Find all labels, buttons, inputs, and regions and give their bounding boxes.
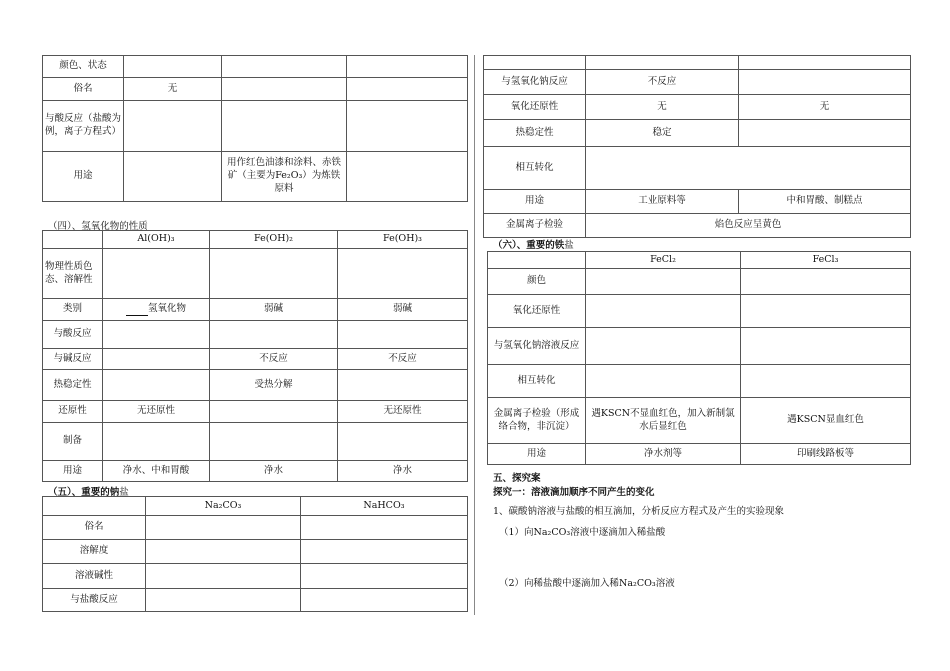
row-label: 用途 <box>43 461 103 482</box>
cell: 无还原性 <box>103 401 210 423</box>
row-label: 氧化还原性 <box>488 295 586 328</box>
header-cell: FeCl₂ <box>586 252 741 269</box>
row-label: 与氢氧化钠溶液反应 <box>488 328 586 365</box>
row-label: 用途 <box>484 190 586 214</box>
cell <box>338 370 468 401</box>
row-label: 溶液碱性 <box>43 564 146 589</box>
header-cell <box>488 252 586 269</box>
exploration-sub-2: （2）向稀盐酸中逐滴加入稀Na₂CO₃溶液 <box>499 578 675 589</box>
cell <box>124 152 222 202</box>
cell <box>338 249 468 299</box>
iron-salt-table <box>487 251 911 465</box>
category-text: 氢氧化物 <box>147 303 186 315</box>
cell <box>210 423 338 461</box>
cell <box>347 152 468 202</box>
cell <box>586 365 741 398</box>
row-label: 颜色、状态 <box>43 56 124 78</box>
cell <box>103 321 210 349</box>
cell: 弱碱 <box>210 299 338 321</box>
cell: 无 <box>586 95 739 120</box>
row-label: 与酸反应 <box>43 321 103 349</box>
cell: 无 <box>124 78 222 101</box>
hydroxide-table <box>42 230 468 482</box>
column-divider <box>474 55 475 615</box>
header-cell: Fe(OH)₃ <box>338 231 468 249</box>
row-label: 制备 <box>43 423 103 461</box>
header-cell: Fe(OH)₂ <box>210 231 338 249</box>
oxides-table <box>42 55 468 202</box>
row-label: 用途 <box>488 444 586 465</box>
cell: 净水剂等 <box>586 444 741 465</box>
cell <box>301 589 468 612</box>
cell <box>347 56 468 78</box>
cell <box>301 564 468 589</box>
cell <box>124 101 222 152</box>
cell <box>741 328 911 365</box>
cell <box>301 516 468 540</box>
cell <box>210 401 338 423</box>
cell <box>146 564 301 589</box>
cell: 无还原性 <box>338 401 468 423</box>
cell: 不反应 <box>586 70 739 95</box>
header-cell: Al(OH)₃ <box>103 231 210 249</box>
row-label: 相互转化 <box>484 147 586 190</box>
cell <box>146 540 301 564</box>
cell <box>338 423 468 461</box>
row-label <box>484 56 586 70</box>
cell: 不反应 <box>338 349 468 370</box>
row-label: 相互转化 <box>488 365 586 398</box>
header-cell: FeCl₃ <box>741 252 911 269</box>
cell <box>103 249 210 299</box>
row-label: 物理性质色态、溶解性 <box>43 249 103 299</box>
cell <box>103 349 210 370</box>
cell <box>741 269 911 295</box>
cell <box>338 321 468 349</box>
cell: 无 <box>739 95 911 120</box>
row-label: 溶解度 <box>43 540 146 564</box>
cell <box>586 295 741 328</box>
iron-salt-section-title <box>493 237 574 251</box>
cell: 净水、中和胃酸 <box>103 461 210 482</box>
title-suffix: 盐 <box>119 487 129 498</box>
title-bold: （六）、重要的铁 <box>493 240 565 251</box>
title-bold: （五）、重要的钠 <box>48 487 120 498</box>
cell <box>210 249 338 299</box>
cell <box>347 101 468 152</box>
cell: 遇KSCN不显血红色，加入新制氯水后显红色 <box>586 398 741 444</box>
exploration-heading: 五、探究案 <box>493 473 541 484</box>
cell <box>146 589 301 612</box>
cell: 焰色反应呈黄色 <box>586 214 911 238</box>
cell: 用作红色油漆和涂料、赤铁矿（主要为Fe₂O₃）为炼铁原料 <box>222 152 347 202</box>
right-top-table <box>483 55 911 238</box>
row-label: 与碱反应 <box>43 349 103 370</box>
cell <box>347 78 468 101</box>
cell <box>103 299 210 321</box>
title-suffix: 盐 <box>564 240 574 251</box>
row-label: 颜色 <box>488 269 586 295</box>
exploration-subheading: 探究一：溶液滴加顺序不同产生的变化 <box>493 487 655 498</box>
cell: 弱碱 <box>338 299 468 321</box>
cell <box>586 147 911 190</box>
row-label: 与氢氧化钠反应 <box>484 70 586 95</box>
cell <box>741 365 911 398</box>
cell: 中和胃酸、制糕点 <box>739 190 911 214</box>
cell: 印刷线路板等 <box>741 444 911 465</box>
cell <box>739 120 911 147</box>
cell <box>741 295 911 328</box>
cell: 受热分解 <box>210 370 338 401</box>
cell <box>586 328 741 365</box>
cell <box>739 70 911 95</box>
header-cell: NaHCO₃ <box>301 497 468 516</box>
fill-blank[interactable] <box>126 306 148 316</box>
cell <box>222 78 347 101</box>
cell: 稳定 <box>586 120 739 147</box>
row-label: 金属离子检验（形成络合物，非沉淀） <box>488 398 586 444</box>
row-label: 类别 <box>43 299 103 321</box>
row-label: 热稳定性 <box>43 370 103 401</box>
row-label: 与盐酸反应 <box>43 589 146 612</box>
sodium-salt-table <box>42 496 468 612</box>
row-label: 俗名 <box>43 516 146 540</box>
cell: 净水 <box>338 461 468 482</box>
cell <box>210 321 338 349</box>
cell: 遇KSCN显血红色 <box>741 398 911 444</box>
header-cell <box>43 497 146 516</box>
row-label: 用途 <box>43 152 124 202</box>
cell <box>146 516 301 540</box>
row-label: 热稳定性 <box>484 120 586 147</box>
row-label: 氧化还原性 <box>484 95 586 120</box>
header-cell <box>43 231 103 249</box>
cell: 工业原料等 <box>586 190 739 214</box>
row-label: 俗名 <box>43 78 124 101</box>
row-label: 还原性 <box>43 401 103 423</box>
header-cell: Na₂CO₃ <box>146 497 301 516</box>
cell <box>103 423 210 461</box>
exploration-sub-1: （1）向Na₂CO₃溶液中逐滴加入稀盐酸 <box>499 527 666 538</box>
cell <box>222 56 347 78</box>
exploration-item-1: 1、碳酸钠溶液与盐酸的相互滴加，分析反应方程式及产生的实验现象 <box>493 506 785 517</box>
row-label: 与酸反应（盐酸为例，离子方程式） <box>43 101 124 152</box>
cell: 净水 <box>210 461 338 482</box>
cell: 不反应 <box>210 349 338 370</box>
cell <box>103 370 210 401</box>
cell <box>739 56 911 70</box>
hydroxide-section-title: （四）、氢氧化物的性质 <box>48 221 148 232</box>
cell <box>586 269 741 295</box>
cell <box>586 56 739 70</box>
row-label: 金属离子检验 <box>484 214 586 238</box>
cell <box>124 56 222 78</box>
cell <box>222 101 347 152</box>
cell <box>301 540 468 564</box>
